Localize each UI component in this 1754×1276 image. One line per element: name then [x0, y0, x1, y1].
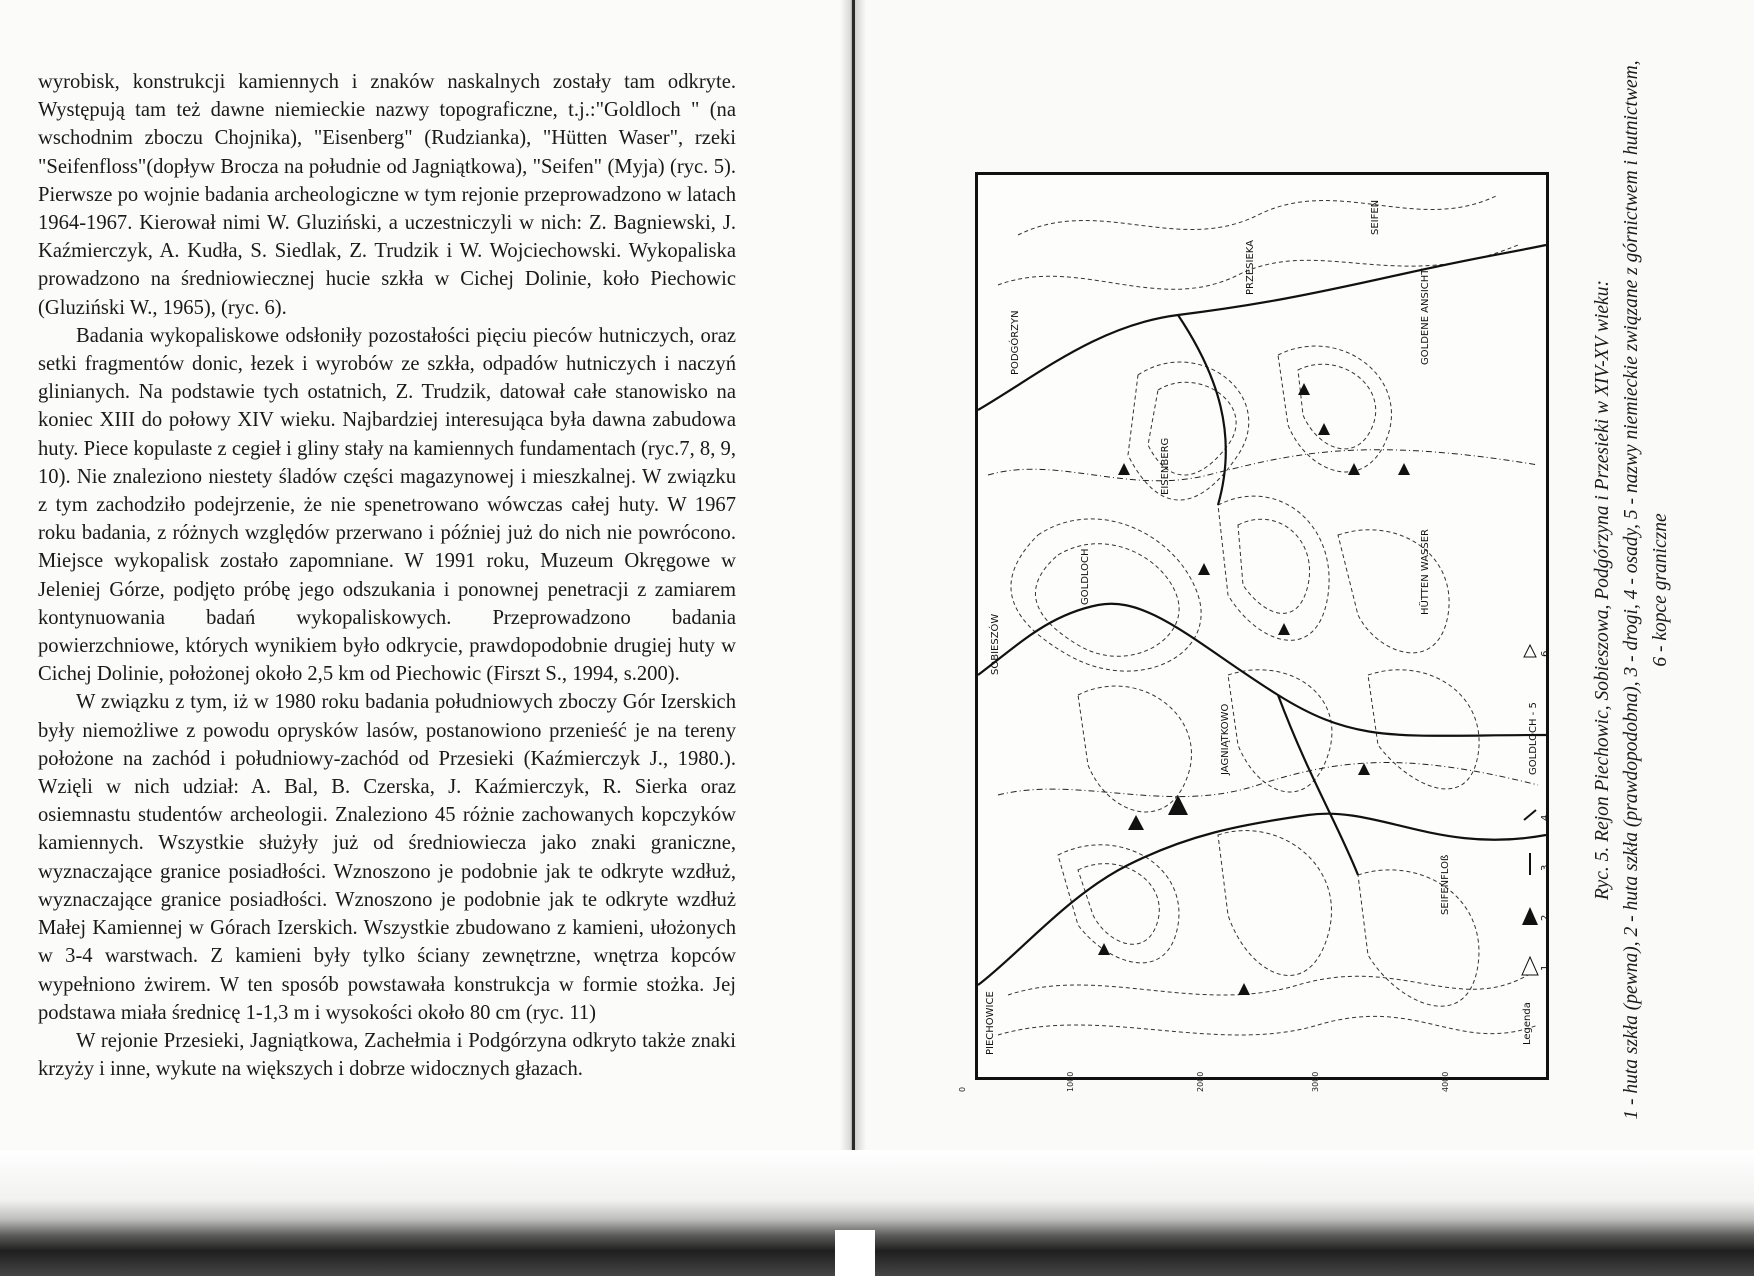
paragraph-3: W związku z tym, iż w 1980 roku badania południowych zboczy Gór Izerskich były niemożliwe z powodu oprysków lasów, postanowiono przenieść je na tereny położone na zachód i południowy-zachód od Przesieki (Kaźmierczyk J., 1980.). Wzięli w nich udział: A. Bal, B. Czerska, J. Kaźmierczyk, R. Sierka oraz osiemnastu studentów archeologii. Znaleziono 45 różnie zachowanych kopczyków kamiennych. Wszystkie służyły już od średniowiecza jako znaki graniczne, wyznaczające granice posiadłości. Wznoszono je podobnie jak te odkryte wzdłuż, wyznaczające granice posiadłości. Wznoszono je podobnie jak te odkryte wzdłuż Małej Kamiennej w Górach Izerskich. Wszystkie zbudowano z kamieni, ułożonych w 3-4 warstwach. Z kamieni były tylko ściany zewnętrzne, wnętrza kopców wypełniono żwirem. W ten sposób powstawała konstrukcja w formie stożka. Jej podstawa miała średnicę 1-1,3 m i wysokości około 80 cm (ryc. 11) [38, 691, 736, 1024]
map-label-hutten-wasser: HÜTTEN WASSER [1420, 528, 1431, 615]
map-label-jagniatkowo: JAGNIĄTKOWO [1220, 703, 1231, 775]
map-axis-svg [958, 1071, 1543, 1098]
caption-line-2: 1 - huta szkła (pewna), 2 - huta szkła (prawdopodobna), 3 - drogi, 4 - osady, 5 - nazwy niemieckie związane z górnictwem i hutnictwem, [1621, 60, 1642, 1120]
map-label-goldloch: GOLDLOCH [1080, 548, 1091, 605]
legend-item-3: 3 [1540, 864, 1551, 871]
map-label-seifenfloss: SEIFENFLOß [1440, 854, 1451, 915]
caption-text [1588, 50, 1738, 1130]
scan-bottom-shadow [0, 1150, 1754, 1276]
tick-4000: 4000 [1441, 1071, 1450, 1092]
gutter-line [852, 0, 855, 1234]
map-figure [975, 172, 1549, 1080]
topographic-map [978, 175, 1546, 1077]
caption-line-3: 6 - kopce graniczne [1650, 513, 1671, 667]
legend-icon-4 [1524, 810, 1536, 820]
figure-caption [1583, 40, 1743, 1140]
legend-item-1: 1 [1540, 964, 1551, 971]
paragraph-2: Badania wykopaliskowe odsłoniły pozostałości pięciu pieców hutniczych, oraz setki fragmentów donic, łezek i wyrobów ze szkła, odpadów hutniczych i naczyń glinianych. Na podstawie tych ostatnich, Z. Trudzik, datował całe stanowisko na koniec XIII do połowy XIV wieku. Najbardziej interesująca była dawna zabudowa huty. Piece kopulaste z cegieł i gliny stały na kamiennych fundamentach (ryc.7, 8, 9, 10). Nie znaleziono niestety śladów części magazynowej i mieszkalnej. W związku z tym zachodziło podejrzenie, że nie spenetrowano wówczas całej huty. W 1967 roku badania, z różnych względów przerwano i później już do nich nie powrócono. Miejsce wykopalisk zostało zapomniane. W 1991 roku, Muzeum Okręgowe w Jeleniej Górze, podjęto próbę jego odszukania i ponownej penetracji z zamiarem kontynuowania badań wykopaliskowych. Przeprowadzono badania powierzchniowe, których wynikiem było odkrycie, prawdopodobnie drugiej huty w Cichej Dolinie, położonej około 2,5 km od Piechowic (Firszt S., 1994, s.200). [38, 324, 736, 686]
legend-item-2: 2 [1540, 914, 1551, 921]
tick-1000: 1000 [1066, 1071, 1075, 1092]
map-label-sobieszow: SOBIESZÓW [990, 613, 1001, 675]
tick-2000: 2000 [1196, 1071, 1205, 1092]
legend-svg [1500, 585, 1560, 1055]
map-label-eisenberg: EISENBERG [1160, 437, 1171, 495]
map-label-podgorzyn: PODGÓRZYN [1010, 310, 1021, 375]
caption-title: Ryc. 5. Rejon Piechowic, Sobieszowa, Podgórzyna i Przesieki w XIV-XV wieku: [1592, 280, 1613, 900]
scan-gutter-gap [835, 1230, 875, 1276]
tick-0: 0 [958, 1086, 967, 1092]
map-label-seifen: SEIFEN [1370, 199, 1381, 235]
legend-title: Legenda [1522, 1002, 1533, 1045]
paragraph-4: W rejonie Przesieki, Jagniątkowa, Zachełmia i Podgórzyna odkryto także znaki krzyży i inne, wykute na większych i dobrze widocznych głazach. [38, 1029, 736, 1081]
map-legend [1500, 585, 1560, 1055]
legend-icon-6 [1524, 645, 1536, 657]
map-axis-ticks [958, 1071, 1543, 1098]
map-label-przesieka: PRZESIEKA [1245, 240, 1256, 295]
left-page-text [38, 68, 736, 1083]
legend-item-6: 6 [1540, 650, 1551, 657]
legend-icon-1 [1522, 957, 1538, 975]
legend-item-5: GOLDLOCH - 5 [1528, 702, 1539, 775]
map-label-goldene-ansicht: GOLDENE ANSICHT [1420, 268, 1431, 365]
map-label-piechowice: PIECHOWICE [985, 991, 996, 1055]
legend-item-4: 4 [1540, 814, 1551, 821]
tick-3000: 3000 [1311, 1071, 1320, 1092]
legend-icon-2 [1522, 907, 1538, 925]
paragraph-1: wyrobisk, konstrukcji kamiennych i znaków naskalnych zostały tam odkryte. Występują tam też dawne niemieckie nazwy topograficzne, t.j.:"Goldloch " (na wschodnim zboczu Chojnika), "Eisenberg" (Rudzianka), "Hütten Waser", rzeki "Seifenfloss"(dopływ Brocza na południe od Jagniątkowa), "Seifen" (Myja) (ryc. 5). Pierwsze po wojnie badania archeologiczne w tym rejonie przeprowadzono w latach 1964-1967. Kierował nimi W. Gluziński, a uczestniczyli w nich: Z. Bagniewski, J. Kaźmierczyk, A. Kudła, S. Siedlak, Z. Trudzik i W. Wojciechowski. Wykopaliska prowadzono na średniowiecznej hucie szkła w Cichej Dolinie, koło Piechowic (Gluziński W., 1965), (ryc. 6). [38, 71, 736, 319]
